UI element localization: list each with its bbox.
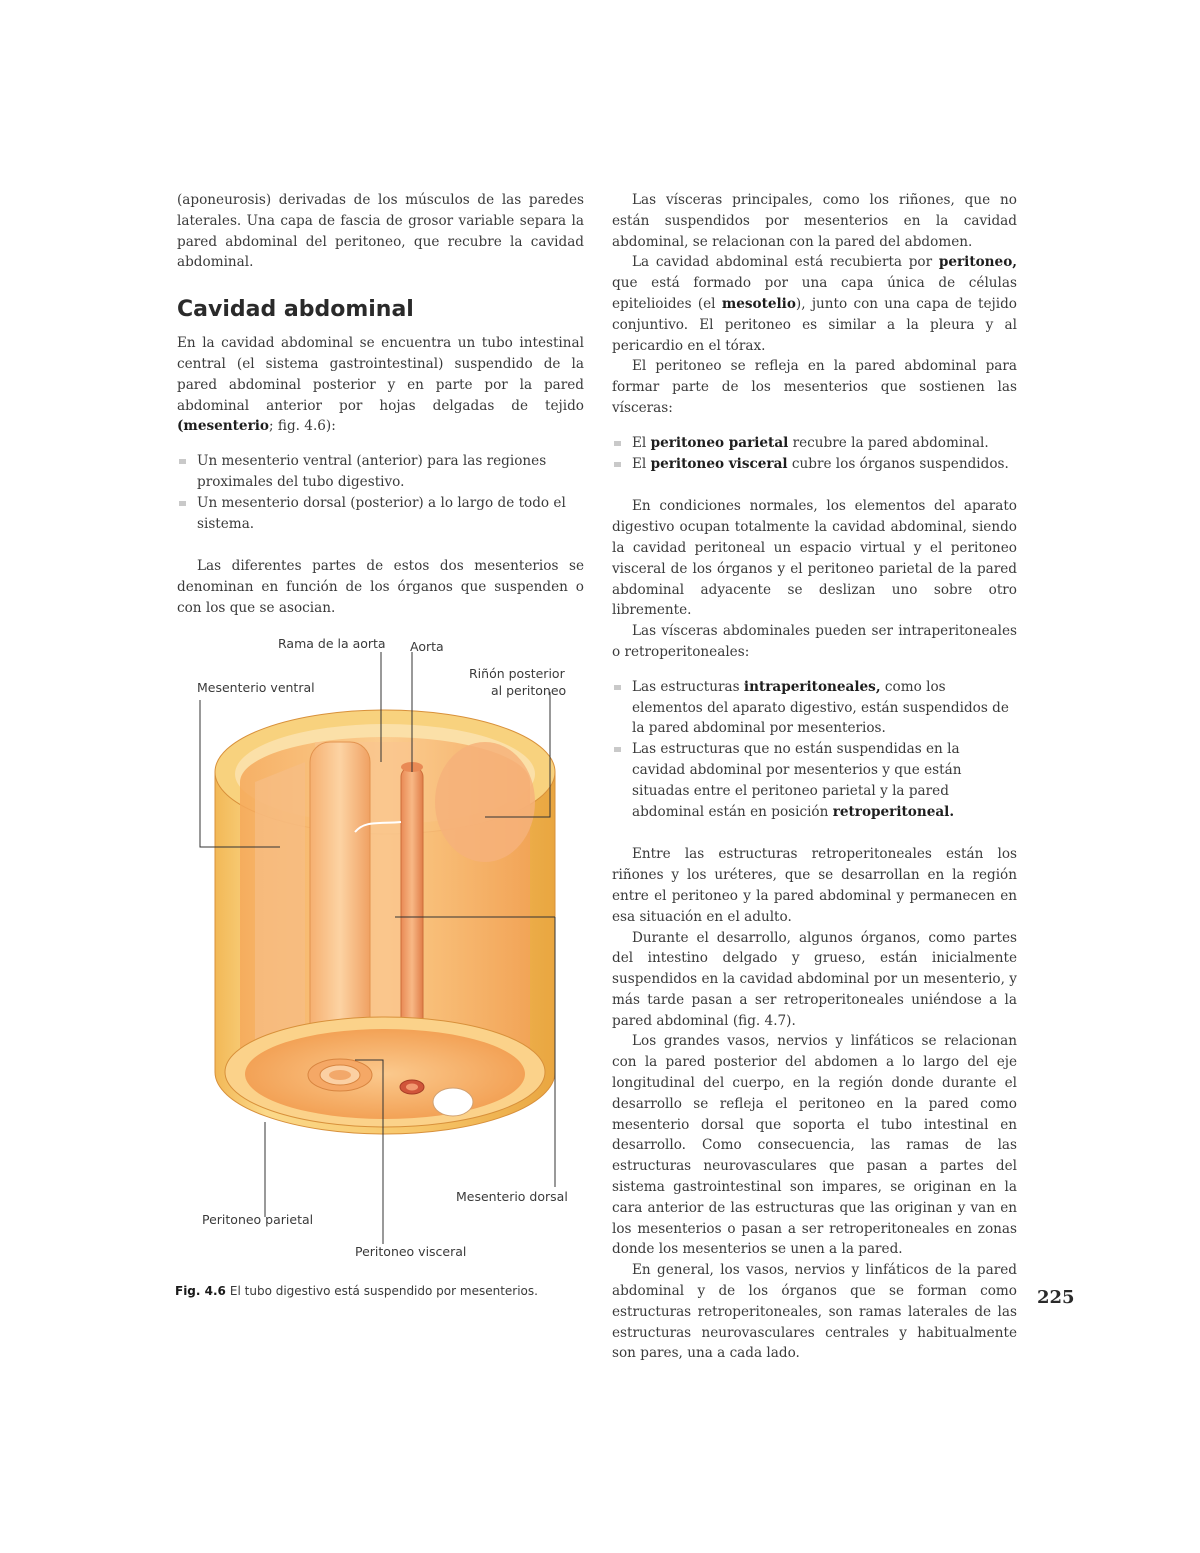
label-dorsal-mesentery: Mesenterio dorsal [456, 1189, 568, 1204]
body-paragraph: El peritoneo se refleja en la pared abdominal para formar parte de los mesenterios que sostienen las vísceras: [612, 358, 1017, 416]
body-paragraph: Las vísceras principales, como los riñones, que no están suspendidos por mesenterios en la cavidad abdominal, se relacionan con la pared del abdomen. [612, 192, 1017, 250]
mesentery-list [177, 451, 584, 534]
body-paragraph: Las diferentes partes de estos dos mesenterios se denominan en función de los órganos que suspenden o con los que se asocian. [177, 558, 584, 616]
intro-paragraph: (aponeurosis) derivadas de los músculos de las paredes laterales. Una capa de fascia de grosor variable separa la pared abdominal del peritoneo, que recubre la cavidad abdominal. [177, 192, 584, 271]
list-item: El peritoneo parietal recubre la pared abdominal. [612, 433, 1017, 454]
page-number: 225 [1037, 1287, 1075, 1308]
label-aortic-branch: Rama de la aorta [278, 636, 386, 651]
body-paragraph: En condiciones normales, los elementos del aparato digestivo ocupan totalmente la cavidad abdominal, siendo la cavidad peritoneal un espacio virtual y el peritoneo visceral de los órganos y el peritoneo parietal de la pared abdominal adyacente se deslizan uno sobre otro libremente. [612, 498, 1017, 619]
label-kidney-line1: Riñón posterior [469, 666, 565, 681]
label-visceral-peritoneum: Peritoneo visceral [355, 1244, 467, 1259]
body-paragraph: En general, los vasos, nervios y linfáticos de la pared abdominal y de los órganos que se forman como estructuras retroperitoneales, son ramas laterales de las estructuras neurovasculares centrales y habitualmente son pares, una a cada lado. [612, 1262, 1017, 1362]
list-item: Las estructuras intraperitoneales, como los elementos del aparato digestivo, están suspendidos de la pared abdominal por mesenterios. [612, 677, 1017, 739]
body-paragraph: Los grandes vasos, nervios y linfáticos se relacionan con la pared posterior del abdomen a lo largo del eje longitudinal del cuerpo, en la región donde durante el desarrollo se refleja el peritoneo en la pared como mesenterio dorsal que soporta el tubo intestinal en desarrollo. Como consecuencia, las ramas de las estructuras neurovasculares que pasan a partes del sistema gastrointestinal son impares, se originan en la cara anterior de las estructuras que las originan y van en los mesenterios o pasan a ser retroperitoneales en zonas donde los mesenterios se unen a la pared. [612, 1033, 1017, 1258]
body-paragraph: La cavidad abdominal está recubierta por peritoneo, que está formado por una capa única de células epitelioides (el mesotelio), junto con una capa de tejido conjuntivo. El peritoneo es similar a la pleura y al pericardio en el tórax. [612, 254, 1018, 354]
list-item: Un mesenterio ventral (anterior) para las regiones proximales del tubo digestivo. [177, 451, 584, 493]
vertebra [433, 1088, 473, 1116]
body-paragraph: En la cavidad abdominal se encuentra un tubo intestinal central (el sistema gastrointestinal) suspendido de la pared abdominal posterior y en parte por la pared abdominal anterior por hojas delgadas de tejido (mesenterio; fig. 4.6): [177, 335, 584, 435]
label-aorta: Aorta [410, 639, 444, 654]
right-column [612, 190, 1017, 1364]
body-paragraph: Entre las estructuras retroperitoneales están los riñones y los uréteres, que se desarrollan en la región entre el peritoneo y la pared abdominal y permanecen en esa situación en el adulto. [612, 846, 1017, 925]
viscera-list [612, 677, 1017, 823]
peritoneum-list [612, 433, 1017, 475]
label-kidney-line2: al peritoneo [491, 683, 567, 698]
body-paragraph: Durante el desarrollo, algunos órganos, como partes del intestino delgado y grueso, están inicialmente suspendidos en la cavidad abdominal por un mesenterio, y más tarde pasan a ser retroperitoneales uniéndose a la pared abdominal (fig. 4.7). [612, 929, 1017, 1029]
left-column [177, 190, 584, 619]
label-parietal-peritoneum: Peritoneo parietal [202, 1212, 314, 1227]
list-item: Las estructuras que no están suspendidas en la cavidad abdominal por mesenterios y que están situadas entre el peritoneo parietal y la pared abdominal están en posición retroperitoneal. [612, 739, 1017, 822]
mesentery-illustration [195, 632, 575, 1272]
list-item: El peritoneo visceral cubre los órganos suspendidos. [612, 454, 1017, 475]
figure-caption: Fig. 4.6 El tubo digestivo está suspendido por mesenterios. [175, 1284, 538, 1298]
kidney [435, 742, 535, 862]
label-ventral-mesentery: Mesenterio ventral [197, 680, 315, 695]
body-paragraph: Las vísceras abdominales pueden ser intraperitoneales o retroperitoneales: [612, 623, 1017, 660]
list-item: Un mesenterio dorsal (posterior) a lo largo de todo el sistema. [177, 493, 584, 535]
section-heading: Cavidad abdominal [177, 297, 414, 323]
